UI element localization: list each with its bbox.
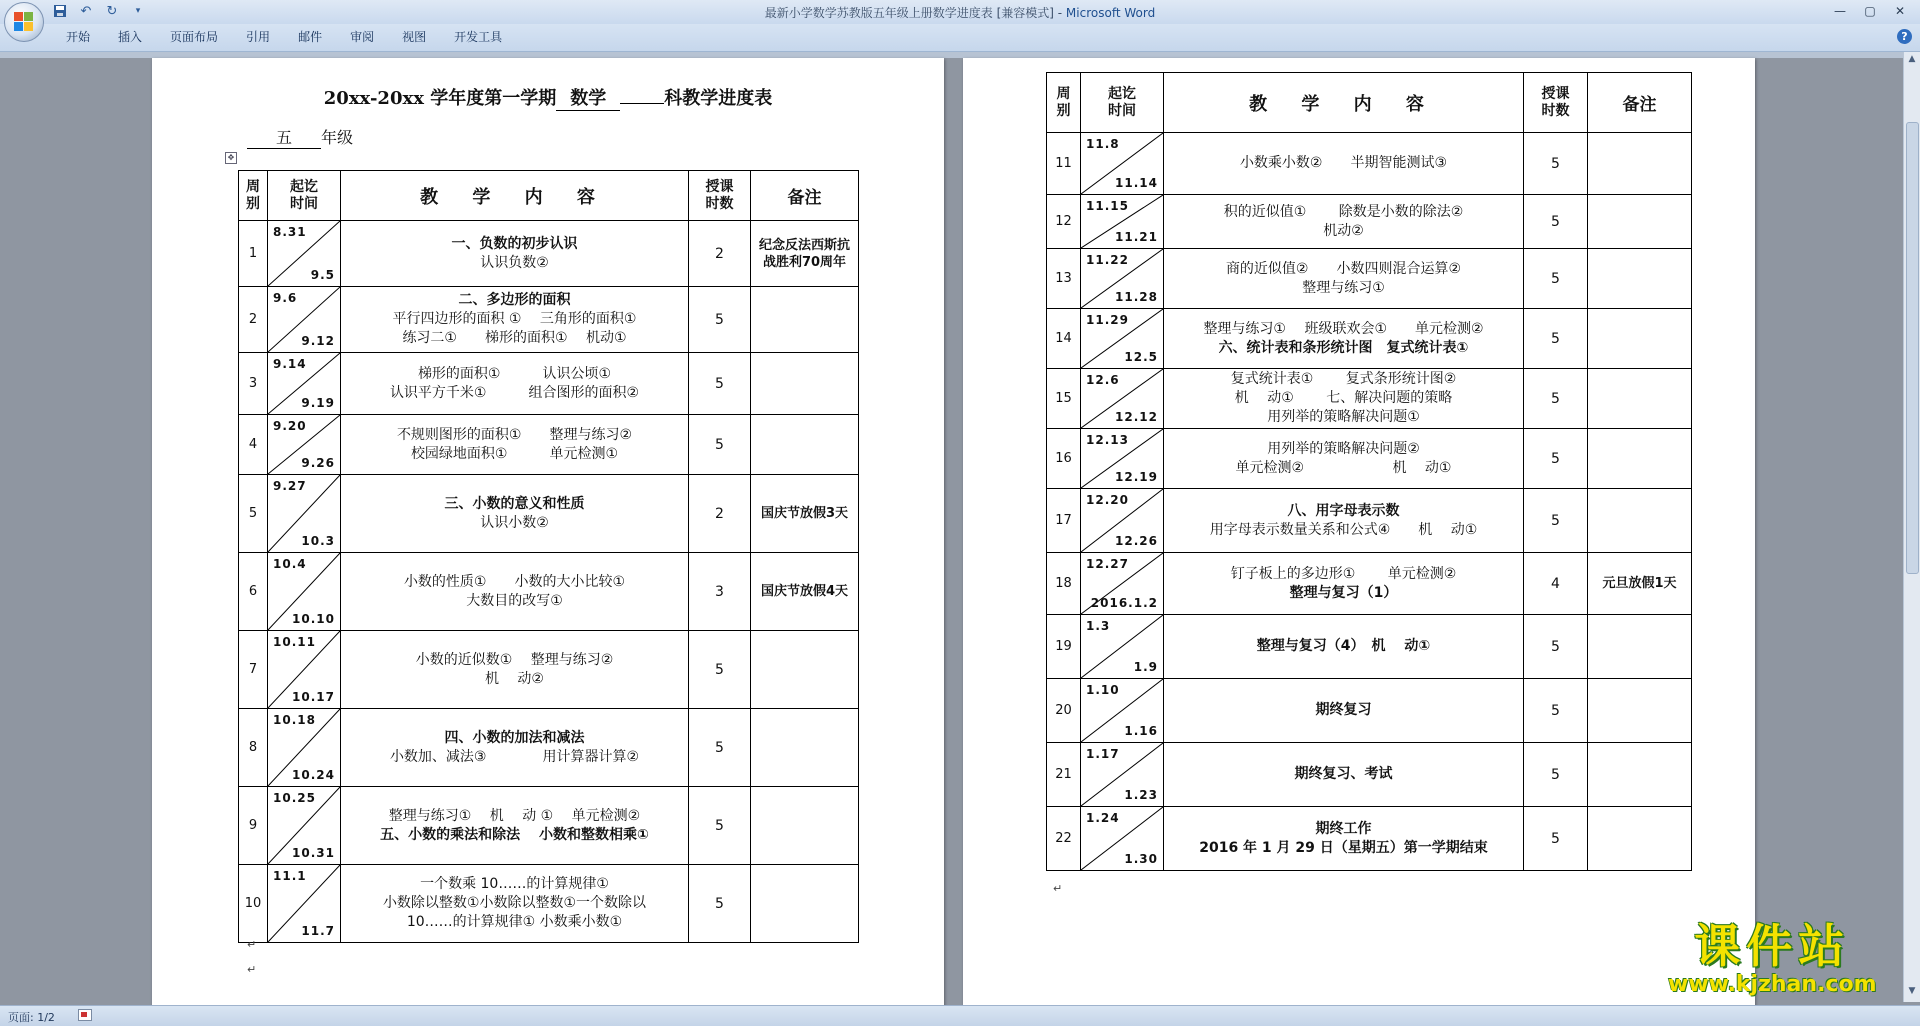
status-bar (0, 1005, 1920, 1026)
date-range-cell[interactable] (268, 553, 341, 631)
end-date: 1.9 (1133, 660, 1158, 674)
content-cell[interactable] (341, 221, 689, 287)
table-row (1047, 679, 1692, 743)
content-cell[interactable] (341, 553, 689, 631)
lesson-line: 复式统计表① 复式条形统计图② (1230, 371, 1457, 387)
end-date: 10.10 (292, 612, 335, 626)
unit-heading: 三、小数的意义和性质 (444, 495, 585, 512)
header-hours: 授课 时数 (1524, 73, 1588, 133)
header-hours: 授课 时数 (689, 171, 751, 221)
end-date: 10.3 (301, 534, 335, 548)
hours-cell[interactable]: 3 (689, 553, 751, 631)
table-row (239, 475, 859, 553)
week-cell[interactable]: 20 (1047, 679, 1081, 743)
hours-cell[interactable]: 4 (1524, 553, 1588, 615)
table-row (1047, 369, 1692, 429)
window-title: 最新小学数学苏教版五年级上册数学进度表 [兼容模式] - Microsoft Word (764, 6, 1156, 20)
week-cell[interactable]: 13 (1047, 249, 1081, 309)
note-cell[interactable] (1588, 309, 1692, 369)
end-date: 9.12 (301, 334, 335, 348)
tab-developer[interactable]: 开发工具 (454, 30, 503, 44)
date-range-cell[interactable] (1081, 743, 1164, 807)
lesson-line: 不规则图形的面积① 整理与练习② (396, 426, 633, 443)
document-page-2[interactable] (963, 58, 1755, 1008)
start-date: 1.24 (1086, 811, 1120, 825)
lesson-line: 平行四边形的面积 ① 三角形的面积① (392, 311, 637, 327)
unit-heading: 整理与复习（1） (1289, 584, 1398, 601)
week-cell[interactable]: 8 (239, 709, 268, 787)
unit-heading: 2016 年 1 月 29 日（星期五）第一学期结束 (1199, 839, 1488, 856)
week-cell[interactable]: 1 (239, 221, 268, 287)
table-row (239, 631, 859, 709)
note-cell[interactable] (1588, 743, 1692, 807)
start-date: 9.14 (273, 357, 307, 371)
watermark-logo: 课件站 www.kjzhan.com (1668, 919, 1877, 997)
office-button[interactable] (4, 2, 44, 42)
content-cell[interactable] (1164, 807, 1524, 871)
start-date: 9.6 (273, 291, 298, 305)
date-range-cell[interactable] (268, 353, 341, 415)
content-cell[interactable] (1164, 615, 1524, 679)
content-cell[interactable] (1164, 679, 1524, 743)
end-date: 10.17 (292, 690, 335, 704)
table-row (239, 709, 859, 787)
lesson-line: 小数除以整数①小数除以整数①一个数除以 (382, 895, 647, 911)
lesson-line: 整理与练习① 机 动 ① 单元检测② (388, 807, 641, 824)
scroll-down-icon[interactable]: ▼ (1908, 986, 1916, 996)
tab-view[interactable]: 视图 (402, 30, 427, 44)
hours-cell[interactable]: 2 (689, 475, 751, 553)
unit-heading: 期终工作 (1315, 820, 1372, 837)
date-range-cell[interactable] (1081, 195, 1164, 249)
table-row (239, 353, 859, 415)
table-row (239, 865, 859, 943)
subject-field: 数学 (556, 84, 620, 111)
content-cell[interactable] (341, 415, 689, 475)
grade-line: 五 年级 (247, 125, 353, 149)
table-row (239, 787, 859, 865)
content-cell[interactable] (341, 287, 689, 353)
start-date: 10.4 (273, 557, 307, 571)
header-note: 备注 (1588, 73, 1692, 133)
table-row (1047, 743, 1692, 807)
title-bar (0, 0, 1920, 25)
hours-cell[interactable]: 5 (1524, 195, 1588, 249)
lesson-line: 认识平方千米① 组合图形的面积② (389, 384, 640, 401)
note-cell[interactable] (751, 787, 859, 865)
table-row (1047, 807, 1692, 871)
week-cell[interactable]: 10 (239, 865, 268, 943)
header-week: 周 别 (239, 171, 268, 221)
week-cell[interactable]: 15 (1047, 369, 1081, 429)
lesson-line: 练习二① 梯形的面积① 机动① (402, 330, 627, 346)
date-range-cell[interactable] (1081, 249, 1164, 309)
content-cell[interactable] (1164, 249, 1524, 309)
table-row (239, 287, 859, 353)
start-date: 10.18 (273, 713, 316, 727)
paragraph-mark: ↵ (247, 938, 257, 951)
document-title: 20xx-20xx 学年度第一学期 数学 科教学进度表 (152, 84, 944, 111)
note-cell[interactable]: 元旦放假1天 (1588, 553, 1692, 615)
end-date: 12.26 (1115, 534, 1158, 548)
lesson-line: 单元检测② 机 动① (1235, 459, 1452, 476)
content-cell[interactable] (341, 709, 689, 787)
tab-mailings[interactable]: 邮件 (298, 30, 323, 44)
note-cell[interactable] (751, 631, 859, 709)
week-cell[interactable]: 22 (1047, 807, 1081, 871)
lesson-line: 机 动① 七、解决问题的策略 (1234, 390, 1453, 406)
end-date: 12.19 (1115, 470, 1158, 484)
week-cell[interactable]: 11 (1047, 133, 1081, 195)
end-date: 11.28 (1115, 290, 1158, 304)
lesson-line: 10……的计算规律① 小数乘小数① (406, 914, 623, 930)
note-cell[interactable] (1588, 679, 1692, 743)
week-cell[interactable]: 6 (239, 553, 268, 631)
lesson-line: 商的近似值② 小数四则混合运算② (1225, 260, 1462, 277)
lesson-line: 校园绿地面积① 单元检测① (410, 445, 619, 462)
end-date: 11.14 (1115, 176, 1158, 190)
start-date: 8.31 (273, 225, 307, 239)
week-cell[interactable]: 5 (239, 475, 268, 553)
redo-icon[interactable]: ↻ (106, 3, 118, 19)
hours-cell[interactable]: 5 (689, 631, 751, 709)
unit-heading: 四、小数的加法和减法 (444, 729, 585, 746)
office-logo-icon (14, 12, 34, 32)
hours-cell[interactable]: 5 (689, 865, 751, 943)
content-cell[interactable] (1164, 309, 1524, 369)
date-range-cell[interactable] (1081, 369, 1164, 429)
note-cell[interactable] (1588, 195, 1692, 249)
table-header-row (1047, 73, 1692, 133)
week-cell[interactable]: 3 (239, 353, 268, 415)
lesson-line: 小数的性质① 小数的大小比较① (403, 573, 626, 590)
end-date: 10.24 (292, 768, 335, 782)
note-cell[interactable] (751, 353, 859, 415)
unit-heading: 二、多边形的面积 (458, 292, 571, 308)
content-cell[interactable] (1164, 195, 1524, 249)
date-range-cell[interactable] (1081, 309, 1164, 369)
tab-page-layout[interactable]: 页面布局 (170, 30, 219, 44)
hours-cell[interactable]: 5 (689, 787, 751, 865)
note-cell[interactable] (1588, 133, 1692, 195)
table-row (1047, 195, 1692, 249)
end-date: 1.23 (1124, 788, 1158, 802)
close-icon[interactable]: ✕ (1894, 4, 1906, 18)
end-date: 1.30 (1124, 852, 1158, 866)
table-row (1047, 553, 1692, 615)
start-date: 11.29 (1086, 313, 1129, 327)
date-range-cell[interactable] (268, 221, 341, 287)
end-date: 9.5 (310, 268, 335, 282)
week-cell[interactable]: 9 (239, 787, 268, 865)
note-cell[interactable] (1588, 249, 1692, 309)
hours-cell[interactable]: 5 (689, 415, 751, 475)
content-cell[interactable] (341, 475, 689, 553)
hours-cell[interactable]: 2 (689, 221, 751, 287)
content-cell[interactable] (1164, 553, 1524, 615)
note-cell[interactable]: 纪念反法西斯抗战胜利70周年 (751, 221, 859, 287)
customize-icon[interactable]: ▾ (135, 6, 141, 16)
tab-home[interactable]: 开始 (66, 30, 91, 44)
hours-cell[interactable]: 5 (1524, 489, 1588, 553)
week-cell[interactable]: 17 (1047, 489, 1081, 553)
end-date: 9.26 (301, 456, 335, 470)
start-date: 11.15 (1086, 199, 1129, 213)
note-cell[interactable] (1588, 489, 1692, 553)
note-cell[interactable] (1588, 807, 1692, 871)
content-cell[interactable] (1164, 489, 1524, 553)
lesson-line: 梯形的面积① 认识公顷① (417, 365, 612, 382)
note-cell[interactable] (751, 865, 859, 943)
end-date: 9.19 (301, 396, 335, 410)
note-cell[interactable] (1588, 429, 1692, 489)
date-range-cell[interactable] (268, 709, 341, 787)
lesson-line: 整理与练习① (1302, 279, 1385, 296)
week-cell[interactable]: 21 (1047, 743, 1081, 807)
note-cell[interactable] (1588, 615, 1692, 679)
lesson-line: 整理与练习① 班级联欢会① 单元检测② (1203, 320, 1484, 337)
table-row (1047, 249, 1692, 309)
header-dates: 起讫 时间 (1081, 73, 1164, 133)
table-row (1047, 133, 1692, 195)
week-cell[interactable]: 12 (1047, 195, 1081, 249)
start-date: 11.1 (273, 869, 307, 883)
note-cell[interactable]: 国庆节放假3天 (751, 475, 859, 553)
unit-heading: 期终复习、考试 (1294, 766, 1393, 782)
table-row (1047, 615, 1692, 679)
hours-cell[interactable]: 5 (1524, 309, 1588, 369)
start-date: 1.10 (1086, 683, 1120, 697)
content-cell[interactable] (341, 631, 689, 709)
tab-references[interactable]: 引用 (246, 30, 271, 44)
spelling-check-icon[interactable] (78, 1009, 92, 1021)
start-date: 11.8 (1086, 137, 1120, 151)
document-page-1[interactable] (152, 58, 944, 1008)
content-cell[interactable] (1164, 743, 1524, 807)
start-date: 12.27 (1086, 557, 1129, 571)
end-date: 11.7 (301, 924, 335, 938)
table-row (1047, 489, 1692, 553)
header-dates: 起讫 时间 (268, 171, 341, 221)
note-cell[interactable]: 国庆节放假4天 (751, 553, 859, 631)
ribbon-tab-bar (0, 24, 1920, 52)
hours-cell[interactable]: 5 (1524, 615, 1588, 679)
table-row (1047, 309, 1692, 369)
date-range-cell[interactable] (268, 475, 341, 553)
content-cell[interactable] (341, 787, 689, 865)
date-range-cell[interactable] (268, 865, 341, 943)
content-cell[interactable] (1164, 133, 1524, 195)
maximize-icon[interactable]: ▢ (1864, 4, 1876, 18)
hours-cell[interactable]: 5 (1524, 679, 1588, 743)
week-cell[interactable]: 7 (239, 631, 268, 709)
lesson-line: 钉子板上的多边形① 单元检测② (1230, 565, 1457, 582)
week-cell[interactable]: 19 (1047, 615, 1081, 679)
header-content: 教 学 内 容 (341, 171, 689, 221)
hours-cell[interactable]: 5 (689, 353, 751, 415)
start-date: 10.11 (273, 635, 316, 649)
date-range-cell[interactable] (1081, 807, 1164, 871)
undo-icon[interactable]: ↶ (80, 3, 92, 19)
note-cell[interactable] (1588, 369, 1692, 429)
hours-cell[interactable]: 5 (689, 709, 751, 787)
week-cell[interactable]: 4 (239, 415, 268, 475)
paragraph-mark: ↵ (1053, 882, 1063, 895)
unit-heading: 一、负数的初步认识 (451, 235, 578, 252)
hours-cell[interactable]: 5 (1524, 429, 1588, 489)
date-range-cell[interactable] (268, 631, 341, 709)
start-date: 12.20 (1086, 493, 1129, 507)
table-row (239, 553, 859, 631)
lesson-line: 机动② (1323, 222, 1364, 239)
lesson-line: 认识小数② (480, 514, 549, 531)
start-date: 9.27 (273, 479, 307, 493)
date-range-cell[interactable] (1081, 429, 1164, 489)
end-date: 1.16 (1124, 724, 1158, 738)
lesson-line: 机 动② (484, 670, 544, 687)
scroll-up-icon[interactable]: ▲ (1908, 54, 1916, 64)
start-date: 1.17 (1086, 747, 1120, 761)
lesson-line: 一个数乘 10……的计算规律① (420, 876, 609, 892)
paragraph-mark: ↵ (247, 963, 257, 976)
lesson-line: 小数乘小数② 半期智能测试③ (1239, 155, 1448, 171)
lesson-line: 用字母表示数量关系和公式④ 机 动① (1209, 521, 1478, 538)
table-row (239, 221, 859, 287)
date-range-cell[interactable] (268, 287, 341, 353)
start-date: 1.3 (1086, 619, 1111, 633)
page-indicator[interactable]: 页面: 1/2 (8, 1011, 55, 1024)
lesson-line: 小数的近似数① 整理与练习② (415, 651, 614, 668)
hours-cell[interactable]: 5 (1524, 807, 1588, 871)
hours-cell[interactable]: 5 (689, 287, 751, 353)
content-cell[interactable] (1164, 369, 1524, 429)
hours-cell[interactable]: 5 (1524, 369, 1588, 429)
note-cell[interactable] (751, 287, 859, 353)
lesson-line: 小数加、减法③ 用计算器计算② (389, 748, 640, 765)
start-date: 12.6 (1086, 373, 1120, 387)
note-cell[interactable] (751, 709, 859, 787)
start-date: 10.25 (273, 791, 316, 805)
minimize-icon[interactable]: — (1834, 4, 1846, 18)
end-date: 10.31 (292, 846, 335, 860)
start-date: 9.20 (273, 419, 307, 433)
unit-heading: 期终复习 (1315, 702, 1372, 718)
header-week: 周 别 (1047, 73, 1081, 133)
window-controls (1826, 2, 1914, 20)
week-cell[interactable]: 18 (1047, 553, 1081, 615)
date-range-cell[interactable] (1081, 615, 1164, 679)
end-date: 12.12 (1115, 410, 1158, 424)
scrollbar-thumb[interactable] (1906, 122, 1919, 574)
lesson-line: 用列举的策略解决问题① (1267, 409, 1420, 425)
week-cell[interactable]: 14 (1047, 309, 1081, 369)
unit-heading: 整理与复习（4） 机 动① (1256, 638, 1431, 654)
hours-cell[interactable]: 5 (1524, 743, 1588, 807)
grade-value: 五 (247, 125, 321, 149)
end-date: 2016.1.2 (1090, 596, 1158, 610)
unit-heading: 五、小数的乘法和除法 小数和整数相乘① (380, 826, 649, 843)
week-cell[interactable]: 2 (239, 287, 268, 353)
header-note: 备注 (751, 171, 859, 221)
start-date: 11.22 (1086, 253, 1129, 267)
lesson-line: 大数目的改写① (466, 592, 563, 609)
schedule-table-page-2 (1046, 72, 1692, 871)
tab-insert[interactable]: 插入 (118, 30, 143, 44)
hours-cell[interactable]: 5 (1524, 249, 1588, 309)
lesson-line: 用列举的策略解决问题② (1267, 440, 1420, 457)
note-cell[interactable] (751, 415, 859, 475)
content-cell[interactable] (1164, 429, 1524, 489)
end-date: 11.21 (1115, 230, 1158, 244)
table-move-handle-icon[interactable]: ✥ (225, 152, 237, 164)
date-range-cell[interactable] (1081, 553, 1164, 615)
end-date: 12.5 (1124, 350, 1158, 364)
schedule-table-page-1 (238, 170, 859, 943)
content-cell[interactable] (341, 353, 689, 415)
date-range-cell[interactable] (1081, 489, 1164, 553)
date-range-cell[interactable] (268, 415, 341, 475)
unit-heading: 八、用字母表示数 (1287, 502, 1400, 519)
table-row (1047, 429, 1692, 489)
unit-heading: 六、统计表和条形统计图 复式统计表① (1218, 339, 1469, 356)
table-header-row (239, 171, 859, 221)
table-row (239, 415, 859, 475)
date-range-cell[interactable] (1081, 679, 1164, 743)
header-content: 教 学 内 容 (1164, 73, 1524, 133)
week-cell[interactable]: 16 (1047, 429, 1081, 489)
start-date: 12.13 (1086, 433, 1129, 447)
date-range-cell[interactable] (1081, 133, 1164, 195)
tab-review[interactable]: 审阅 (350, 30, 375, 44)
hours-cell[interactable]: 5 (1524, 133, 1588, 195)
lesson-line: 认识负数② (480, 254, 549, 271)
help-icon[interactable]: ? (1897, 29, 1912, 44)
date-range-cell[interactable] (268, 787, 341, 865)
vertical-scrollbar[interactable] (1903, 52, 1920, 1002)
lesson-line: 积的近似值① 除数是小数的除法② (1223, 203, 1464, 220)
content-cell[interactable] (341, 865, 689, 943)
